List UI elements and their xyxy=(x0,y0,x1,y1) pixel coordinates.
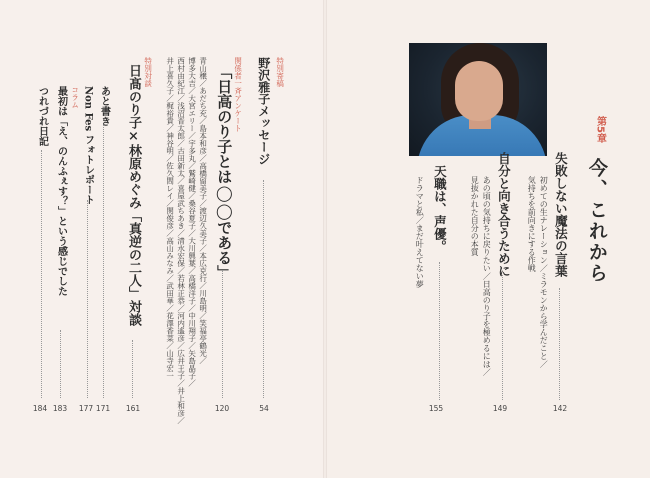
page-number: 120 xyxy=(214,404,230,413)
page-number: 171 xyxy=(95,404,111,413)
leader-dots xyxy=(222,270,223,398)
book-gutter xyxy=(323,0,327,478)
leader-dots xyxy=(103,125,104,398)
leader-dots xyxy=(132,340,133,398)
section-tag: 特別寄稿 xyxy=(275,57,285,87)
section-title-diary: つれづれ日記 xyxy=(36,86,48,146)
contributor-list-4: 井上喜久子／梶裕貴／神谷明／佐久間レイ／関俊彦／高山みなみ／武田華／花澤香菜／山寺宏一 xyxy=(165,57,175,380)
page-number: 142 xyxy=(552,404,568,413)
chapter-title: 今、これから xyxy=(585,158,608,284)
leader-dots xyxy=(41,150,42,398)
section-sub-2b: 見抜かれた自分の本質 xyxy=(470,176,480,256)
section-title-report: Non Fes フォトレポート xyxy=(82,86,94,205)
section-tag: コラム xyxy=(70,86,80,109)
page-number: 183 xyxy=(52,404,68,413)
section-title-3: 天職は、声優。 xyxy=(432,165,448,253)
leader-dots xyxy=(87,200,88,398)
contributor-list-2: 博多大吉／大宮エリー／宇多丸／鷲崎健／桑谷夏子／大川興葉／高橋洋子／中川翔子／矢島晶子／ xyxy=(187,57,197,387)
leader-dots xyxy=(263,180,264,398)
contributor-list-3: 西村由紀江／浅沼晋太郎／古田新太／喜屋武ちあき／清水宏保／若林正恭／河内遙彦／広井王子／井上和彦／ xyxy=(176,57,186,425)
page-number: 149 xyxy=(492,404,508,413)
page-number: 184 xyxy=(32,404,48,413)
section-tag: 関係者一斉アンケート xyxy=(233,57,243,132)
author-photo xyxy=(409,43,547,156)
leader-dots xyxy=(559,288,560,400)
chapter-number: 第5章 xyxy=(594,116,606,143)
contributor-list-1: 青山穣／あだち充／島本和彦／高橋留美子／渡辺久美子／本広克行／川島明／笑福亭鶴光／ xyxy=(198,57,208,365)
section-title-2: 自分と向き合うために xyxy=(496,152,512,277)
page-number: 177 xyxy=(78,404,94,413)
section-tag: 特別対談 xyxy=(143,57,153,87)
section-title-nozawa: 野沢雅子メッセージ xyxy=(256,57,271,165)
page-number: 161 xyxy=(125,404,141,413)
section-sub-1a: 初めての生ナレーション／ミラモンから学んだこと／ xyxy=(539,176,549,368)
page-number: 54 xyxy=(259,404,269,413)
leader-dots xyxy=(502,275,503,400)
section-title-1: 失敗しない魔法の言葉 xyxy=(553,152,569,277)
leader-dots xyxy=(60,330,61,398)
section-title-questionnaire: 「日高のり子とは◯◯である」 xyxy=(215,64,234,280)
section-sub-1b: 気持ちを前向きにする作戦 xyxy=(527,176,537,272)
section-sub-2a: あの頃の気持ちに戻りたい／日高のり子を極めるには／ xyxy=(482,176,492,376)
page-number: 155 xyxy=(428,404,444,413)
section-title-column: 最初は「え、のんふぇす？」という感じでした xyxy=(55,86,67,296)
section-title-dialogue: 日髙のり子×林原めぐみ「真逆の二人」対談 xyxy=(125,64,141,326)
section-title-afterword: あと書き xyxy=(98,86,110,126)
leader-dots xyxy=(439,262,440,400)
section-sub-3: ドラマと私／まだ叶えてない夢 xyxy=(415,176,425,288)
